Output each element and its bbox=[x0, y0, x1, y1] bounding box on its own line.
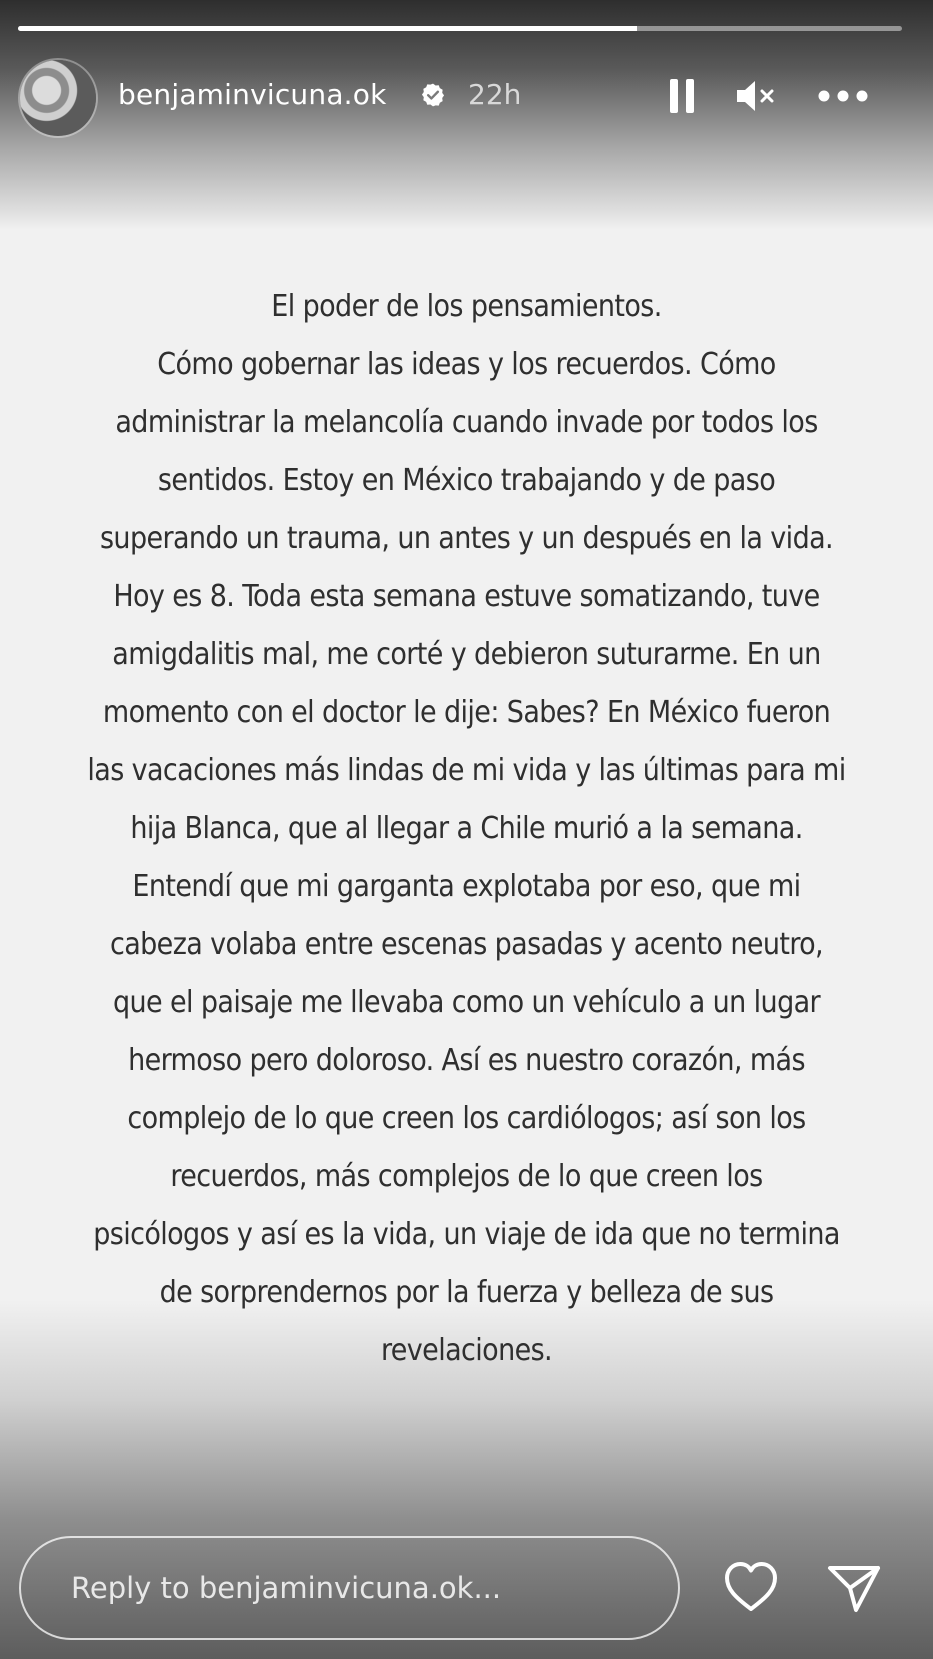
share-button[interactable] bbox=[826, 1562, 882, 1614]
reply-input[interactable] bbox=[19, 1536, 680, 1640]
story-progress-fill bbox=[18, 26, 637, 31]
heart-icon bbox=[723, 1560, 779, 1614]
story-text: El poder de los pensamientos. Cómo gobernar las ideas y los recuerdos. Cómo administrar la melancolía cuando invade por todos los sentidos. Estoy en México trabajando y de paso superando un trauma, un antes y un después en la vida. Hoy es 8. Toda esta semana estuve somatizando, tuve amigdalitis mal, me corté y debieron suturarme. En un momento con el doctor le dije: Sabes? En México fueron las vacaciones más lindas de mi vida y las últimas para mi hija Blanca, que al llegar a Chile murió a la semana. Entendí que mi garganta explotaba por eso, que mi cabeza volaba entre escenas pasadas y acento neutro, que el paisaje me llevaba como un vehículo a un lugar hermoso pero doloroso. Así es nuestro corazón, más complejo de lo que creen los cardiólogos; así son los recuerdos, más complejos de lo que creen los psicólogos y así es la vida, un viaje de ida que no termina de sorprendernos por la fuerza y belleza de sus revelaciones. bbox=[87, 289, 846, 1368]
post-time: 22h bbox=[468, 78, 522, 111]
speaker-muted-icon bbox=[735, 78, 777, 114]
reply-placeholder: Reply to benjaminvicuna.ok... bbox=[71, 1571, 502, 1605]
like-button[interactable] bbox=[723, 1560, 779, 1614]
pause-button[interactable] bbox=[664, 76, 700, 116]
verified-badge-icon bbox=[420, 82, 446, 108]
avatar[interactable] bbox=[20, 60, 96, 136]
story-progress-bar bbox=[18, 26, 902, 31]
paper-plane-icon bbox=[826, 1562, 882, 1614]
username[interactable]: benjaminvicuna.ok bbox=[118, 78, 387, 111]
story-header bbox=[0, 58, 933, 142]
pause-icon bbox=[667, 77, 697, 115]
more-options-button[interactable] bbox=[815, 76, 871, 116]
more-horizontal-icon bbox=[817, 89, 869, 103]
mute-button[interactable] bbox=[734, 76, 778, 116]
